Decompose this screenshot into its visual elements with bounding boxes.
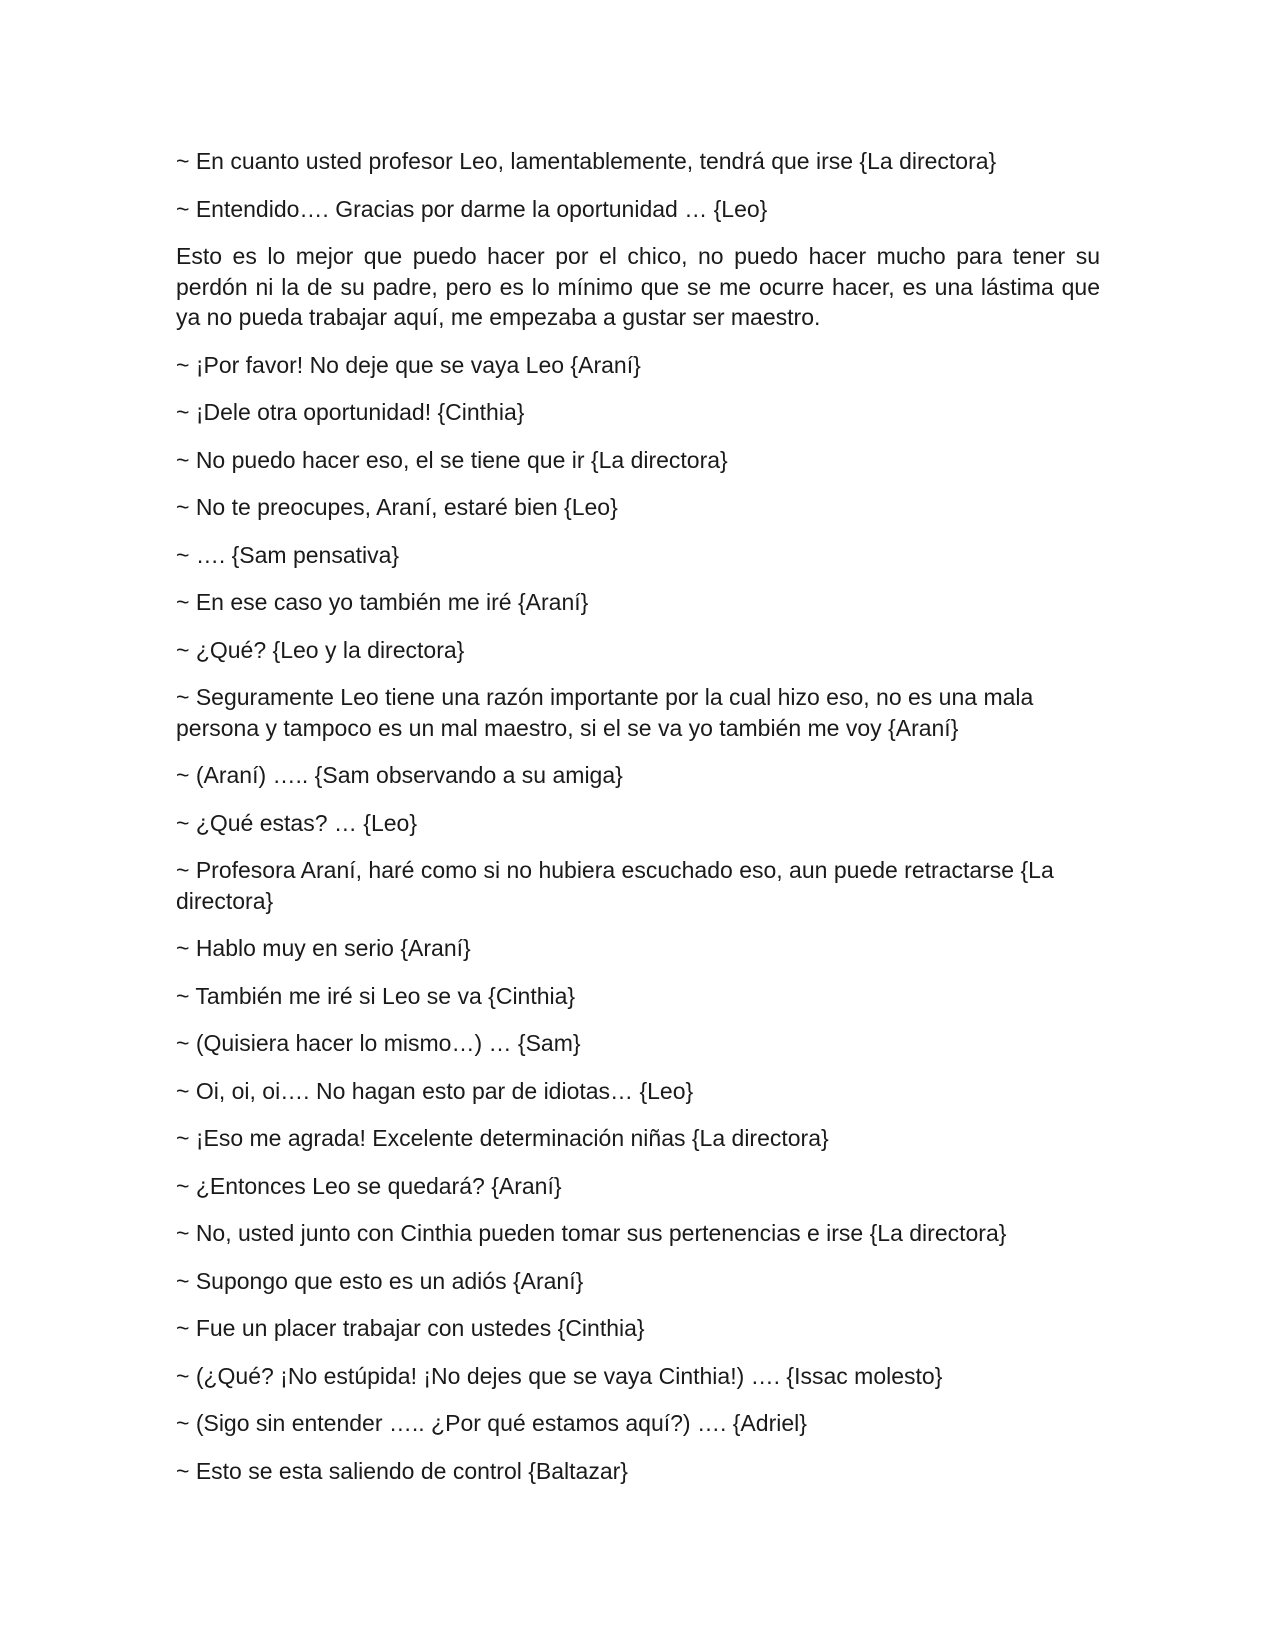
dialogue-line: ~ No puedo hacer eso, el se tiene que ir {La directora} bbox=[176, 446, 728, 473]
dialogue-line: ~ No te preocupes, Araní, estaré bien {Leo} bbox=[176, 494, 618, 520]
dialogue-line: ~ Hablo muy en serio {Araní} bbox=[176, 935, 471, 961]
dialogue-line: ~ …. {Sam pensativa} bbox=[176, 541, 400, 568]
narration-paragraph: Esto es lo mejor que puedo hacer por el chico, no puedo hacer mucho para tener su perdón ni la de su padre, pero es lo mínimo que se me ocurre hacer, es una lástima que ya no pueda trabajar aquí, me empezaba a gustar ser maestro. bbox=[176, 243, 1100, 330]
document-body bbox=[176, 146, 1100, 1503]
dialogue-line: ~ También me iré si Leo se va {Cinthia} bbox=[176, 982, 576, 1009]
dialogue-line: ~ ¿Qué estas? … {Leo} bbox=[176, 809, 418, 836]
dialogue-line: ~ (¿Qué? ¡No estúpida! ¡No dejes que se vaya Cinthia!) …. {Issac molesto} bbox=[176, 1362, 943, 1389]
dialogue-line: ~ ¡Por favor! No deje que se vaya Leo {Araní} bbox=[176, 351, 641, 378]
dialogue-line: ~ Fue un placer trabajar con ustedes {Cinthia} bbox=[176, 1315, 645, 1341]
dialogue-line: ~ Seguramente Leo tiene una razón importante por la cual hizo eso, no es una mala persona y tampoco es un mal maestro, si el se va yo también me voy {Araní} bbox=[176, 684, 1034, 741]
dialogue-line: ~ Oi, oi, oi…. No hagan esto par de idiotas… {Leo} bbox=[176, 1077, 694, 1104]
dialogue-line: ~ En cuanto usted profesor Leo, lamentablemente, tendrá que irse {La directora} bbox=[176, 148, 997, 174]
dialogue-line: ~ (Araní) ….. {Sam observando a su amiga} bbox=[176, 762, 623, 788]
dialogue-line: ~ Entendido…. Gracias por darme la oportunidad … {Leo} bbox=[176, 195, 768, 222]
dialogue-line: ~ No, usted junto con Cinthia pueden tomar sus pertenencias e irse {La directora} bbox=[176, 1220, 1007, 1246]
dialogue-line: ~ En ese caso yo también me iré {Araní} bbox=[176, 589, 589, 615]
dialogue-line: ~ (Quisiera hacer lo mismo…) … {Sam} bbox=[176, 1030, 581, 1056]
dialogue-line: ~ Profesora Araní, haré como si no hubiera escuchado eso, aun puede retractarse {La directora} bbox=[176, 857, 1054, 914]
dialogue-line: ~ Supongo que esto es un adiós {Araní} bbox=[176, 1267, 584, 1294]
dialogue-line: ~ Esto se esta saliendo de control {Baltazar} bbox=[176, 1457, 628, 1484]
dialogue-line: ~ ¿Qué? {Leo y la directora} bbox=[176, 636, 465, 663]
dialogue-line: ~ ¡Dele otra oportunidad! {Cinthia} bbox=[176, 399, 525, 425]
dialogue-line: ~ ¡Eso me agrada! Excelente determinación niñas {La directora} bbox=[176, 1125, 829, 1151]
dialogue-line: ~ ¿Entonces Leo se quedará? {Araní} bbox=[176, 1172, 562, 1199]
dialogue-line: ~ (Sigo sin entender ….. ¿Por qué estamos aquí?) …. {Adriel} bbox=[176, 1410, 807, 1436]
